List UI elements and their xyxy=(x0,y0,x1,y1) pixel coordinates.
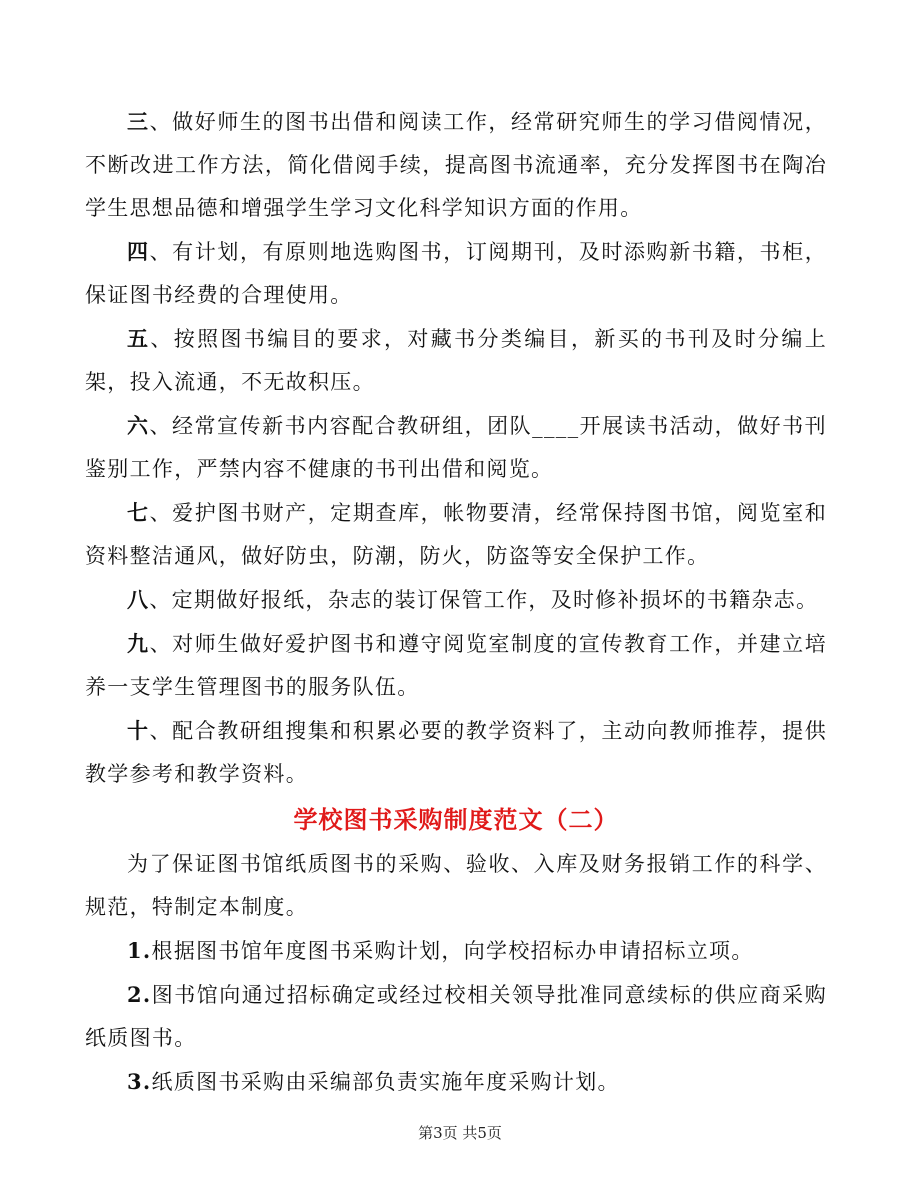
paragraph-text: 、有计划，有原则地选购图书，订阅期刊，及时添购新书籍，书柜，保证图书经费的合理使用。 xyxy=(85,240,827,307)
paragraph-5 xyxy=(85,317,827,404)
paragraph-lead: 1. xyxy=(127,938,152,963)
paragraph-text: 、定期做好报纸，杂志的装订保管工作，及时修补损坏的书籍杂志。 xyxy=(149,588,819,612)
paragraph-lead: 九 xyxy=(127,631,150,656)
paragraph-lead: 五 xyxy=(127,326,151,351)
paragraph-10 xyxy=(85,709,827,796)
paragraph-7 xyxy=(85,491,827,578)
paragraph-lead: 三 xyxy=(127,109,150,134)
paragraph-lead: 2. xyxy=(127,982,152,1007)
paragraph-lead: 十 xyxy=(127,718,150,743)
paragraph-lead: 3. xyxy=(127,1069,152,1094)
rule-item-2 xyxy=(85,973,827,1060)
paragraph-lead: 七 xyxy=(127,500,150,525)
paragraph-3 xyxy=(85,100,827,230)
paragraph-text: 、经常宣传新书内容配合教研组，团队____开展读书活动，做好书刊鉴别工作，严禁内容不健康的书刊出借和阅览。 xyxy=(85,414,827,481)
paragraph-4 xyxy=(85,230,827,317)
paragraph-9 xyxy=(85,622,827,709)
document-page xyxy=(85,100,827,1104)
paragraph-text: 、对师生做好爱护图书和遵守阅览室制度的宣传教育工作，并建立培养一支学生管理图书的服务队伍。 xyxy=(85,632,827,699)
paragraph-lead: 四 xyxy=(127,239,150,264)
paragraph-text: 根据图书馆年度图书采购计划，向学校招标办申请招标立项。 xyxy=(151,939,754,963)
paragraph-lead: 八 xyxy=(127,587,150,612)
paragraph-lead: 六 xyxy=(127,413,150,438)
paragraph-text: 为了保证图书馆纸质图书的采购、验收、入库及财务报销工作的科学、规范，特制定本制度。 xyxy=(85,852,827,919)
paragraph-text: 纸质图书采购由采编部负责实施年度采购计划。 xyxy=(151,1070,620,1094)
intro-paragraph xyxy=(85,842,827,929)
page-footer: 第3页 共5页 xyxy=(418,1124,502,1142)
paragraph-6 xyxy=(85,404,827,491)
rule-item-1 xyxy=(85,929,827,973)
paragraph-text: 、做好师生的图书出借和阅读工作，经常研究师生的学习借阅情况，不断改进工作方法，简化借阅手续，提高图书流通率，充分发挥图书在陶冶学生思想品德和增强学生学习文化科学知识方面的作用。 xyxy=(85,110,827,220)
paragraph-text: 、配合教研组搜集和积累必要的教学资料了，主动向教师推荐，提供教学参考和教学资料。 xyxy=(85,719,827,786)
rule-item-3 xyxy=(85,1060,827,1104)
paragraph-text: 图书馆向通过招标确定或经过校相关领导批准同意续标的供应商采购纸质图书。 xyxy=(85,983,827,1050)
paragraph-text: 、按照图书编目的要求，对藏书分类编目，新买的书刊及时分编上架，投入流通，不无故积压。 xyxy=(85,327,827,394)
paragraph-text: 、爱护图书财产，定期查库，帐物要清，经常保持图书馆，阅览室和资料整洁通风，做好防虫，防潮，防火，防盗等安全保护工作。 xyxy=(85,501,827,568)
section-title: 学校图书采购制度范文（二） xyxy=(293,805,619,834)
paragraph-8 xyxy=(85,578,827,622)
